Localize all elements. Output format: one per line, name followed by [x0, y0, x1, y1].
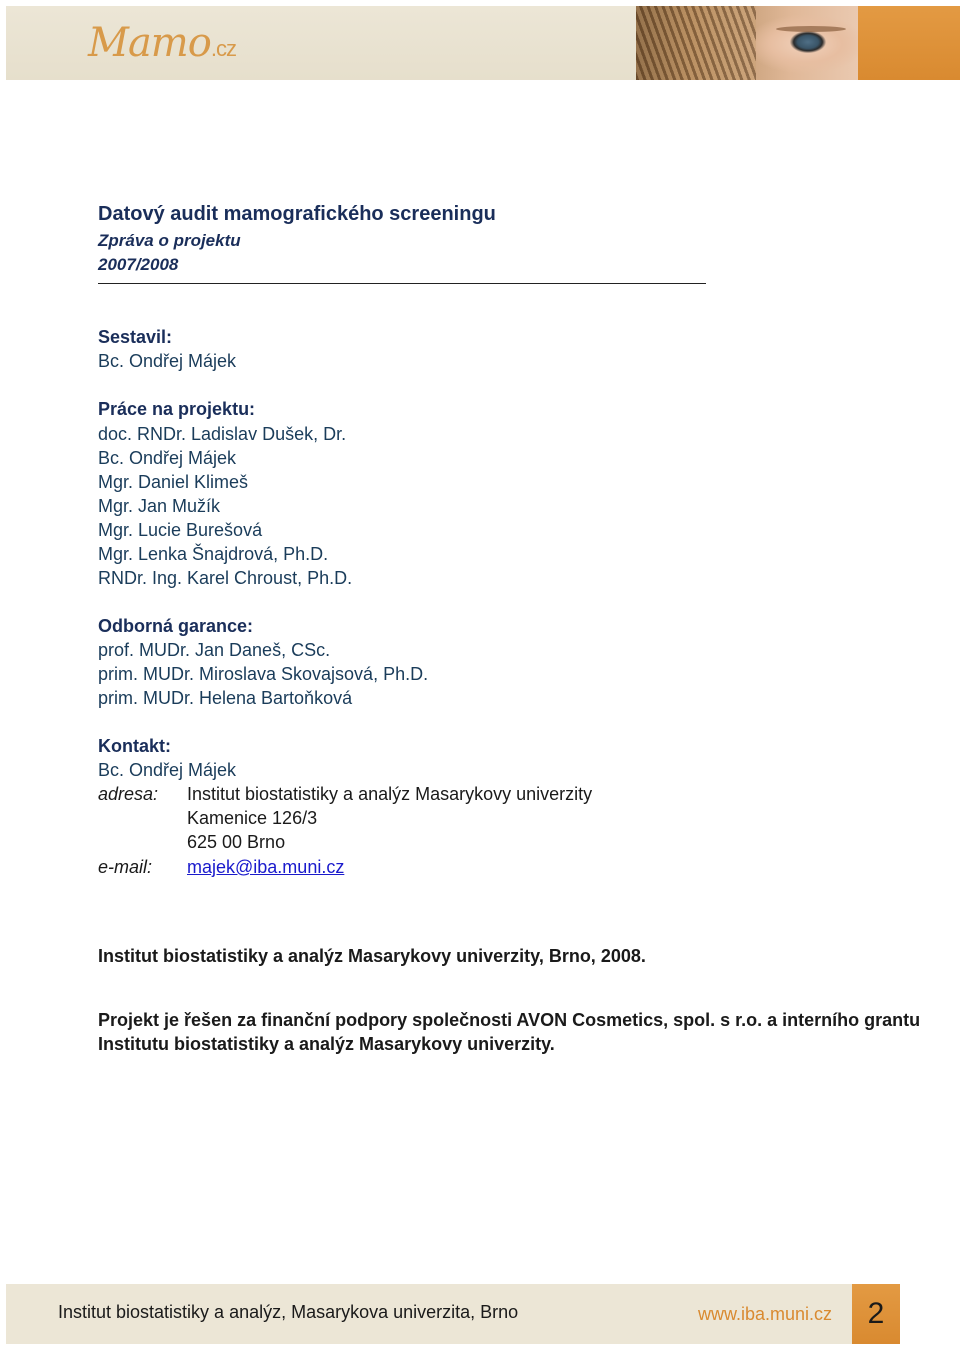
compiled-by-heading: Sestavil:	[98, 327, 173, 347]
hair-texture	[636, 6, 756, 80]
page-footer	[6, 1284, 960, 1344]
project-person: Bc. Ondřej Májek	[98, 448, 237, 468]
logo-text: Mamo	[88, 20, 211, 66]
eyebrow-shape	[776, 26, 846, 32]
footer-url-link[interactable]: www.iba.muni.cz	[698, 1304, 833, 1324]
project-work-heading: Práce na projektu:	[98, 399, 256, 419]
header-photo-eye	[636, 6, 858, 80]
address-line: Kamenice 126/3	[187, 808, 318, 828]
contact-name: Bc. Ondřej Májek	[98, 760, 237, 780]
expert-person: prim. MUDr. Helena Bartoňková	[98, 688, 353, 708]
header-orange-block	[858, 6, 960, 80]
funding-line: Projekt je řešen za finanční podpory společnosti AVON Cosmetics, spol. s r.o. a interního grantu	[98, 1010, 921, 1030]
project-person: Mgr. Lenka Šnajdrová, Ph.D.	[98, 544, 329, 564]
header-banner	[6, 6, 960, 80]
document-title: Datový audit mamografického screeningu	[98, 203, 496, 225]
title-divider	[98, 283, 706, 284]
project-person: Mgr. Daniel Klimeš	[98, 472, 249, 492]
page-number: 2	[852, 1284, 900, 1344]
footer-institution: Institut biostatistiky a analýz, Masarykova univerzita, Brno	[58, 1302, 519, 1322]
project-person: doc. RNDr. Ladislav Dušek, Dr.	[98, 424, 347, 444]
logo-suffix: .cz	[210, 36, 236, 61]
address-line: 625 00 Brno	[187, 832, 286, 852]
compiled-by-name: Bc. Ondřej Májek	[98, 351, 237, 371]
document-year: 2007/2008	[98, 255, 179, 274]
project-person: RNDr. Ing. Karel Chroust, Ph.D.	[98, 568, 353, 588]
email-link[interactable]: majek@iba.muni.cz	[187, 857, 345, 877]
mamo-logo[interactable]	[88, 20, 236, 66]
funding-line: Institutu biostatistiky a analýz Masarykovy univerzity.	[98, 1034, 555, 1054]
project-person: Mgr. Jan Mužík	[98, 496, 221, 516]
expert-guarantee-heading: Odborná garance:	[98, 616, 254, 636]
address-line: Institut biostatistiky a analýz Masarykovy univerzity	[187, 784, 593, 804]
expert-person: prim. MUDr. Miroslava Skovajsová, Ph.D.	[98, 664, 429, 684]
footer-right-margin	[900, 1284, 960, 1344]
expert-person: prof. MUDr. Jan Daneš, CSc.	[98, 640, 331, 660]
institution-line: Institut biostatistiky a analýz Masarykovy univerzity, Brno, 2008.	[98, 946, 646, 966]
document-subtitle: Zpráva o projektu	[98, 231, 241, 250]
contact-heading: Kontakt:	[98, 736, 171, 756]
address-label: adresa:	[98, 784, 159, 804]
project-person: Mgr. Lucie Burešová	[98, 520, 263, 540]
email-label: e-mail:	[98, 857, 153, 877]
